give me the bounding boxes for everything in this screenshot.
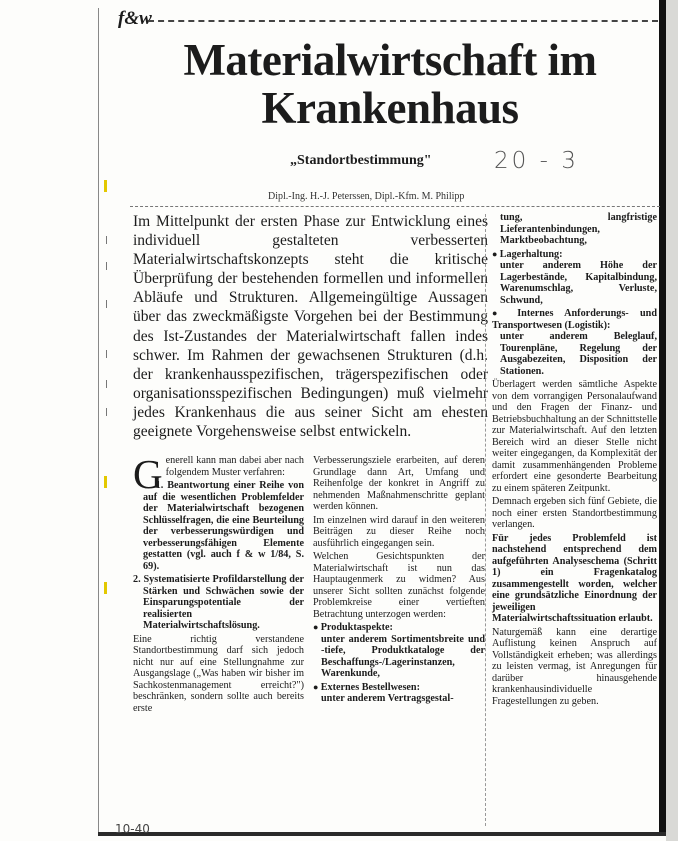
list-item: 1. Beantwortung einer Reihe von auf die wesentlichen Problemfelder der Materialwirtschaft bezogenen Schlüsselfragen, die eine Beurteilung der verbesserungswürdigen und verbesserungsfähigen Elemente gestatten (vgl. auch f & w 1/84, S. 69).: [143, 480, 304, 572]
col3-paragraph: Überlagert werden sämtliche Aspekte von dem vorrangigen Personalaufwand und den Fragen der Finanz- und Betriebsbuchhaltung an der Schnittstelle zur Materialwirtschaft. Auf den letzten Bereich wird an dieser Stelle nicht weiter eingegangen, da Komplexität der damit zusammenhängenden Probleme erfordert eine gesonderte Bearbeitung zu einem späteren Zeitpunkt.: [492, 379, 657, 494]
col2-paragraph: Im einzelnen wird darauf in den weiteren Beiträgen zu dieser Reihe noch ausführlich eingegangen sein.: [313, 514, 485, 549]
text-column-3: [492, 212, 657, 709]
col3-paragraph: Demnach ergeben sich fünf Gebiete, die noch einer ersten Standortbestimmung verlangen.: [492, 496, 657, 530]
col2-paragraph: Welchen Gesichtspunkten der Materialwirtschaft ist nun das Hauptaugenmerk zu widmen? Aus unserer Sicht sollten zunächst folgende Problemkreise einer vertieften Betrachtung unterzogen werden:: [313, 551, 485, 620]
page-edge: [98, 8, 99, 834]
drop-cap: G: [133, 451, 163, 497]
handwritten-note: 20 - 3: [494, 148, 579, 174]
list-item: 2. Systematisierte Profildarstellung der Stärken und Schwächen sowie der Einsparungspotentiale der realisierten Materialwirtschaftslösung.: [133, 574, 304, 631]
margin-mark: [106, 350, 107, 358]
author-line: Dipl.-Ing. H.-J. Peterssen, Dipl.-Kfm. M. Philipp: [268, 191, 465, 202]
col3-paragraph: Für jedes Problemfeld ist nachstehend entsprechend dem aufgeführten Analyseschema (Schritt 1) ein Fragenkatalog zusammengestellt worden, welcher eine grundsätzliche Einordnung der jeweiligen Materialwirtschaftssituation erlaubt.: [492, 532, 657, 624]
col1-paragraph: Eine richtig verstandene Standortbestimmung darf sich jedoch nicht nur auf eine Stellungnahme zur Ausgangslage („Was haben wir bisher im Sachkostenmanagement erreicht?") beschränken, sondern sollte auch bereits erste: [133, 633, 304, 714]
highlight-mark: [104, 180, 107, 192]
col3-paragraph: Naturgemäß kann eine derartige Auflistung keinen Anspruch auf Vollständigkeit erheben; was allerdings zu leisten vermag, ist Anregungen für darüber hinausgehende krankenhausindividuelle Fragestellungen zu geben.: [492, 626, 657, 707]
article-title: Materialwirtschaft im Krankenhaus: [183, 35, 597, 133]
bullet-body: tung, langfristige Lieferantenbindungen, Marktbeobachtung,: [500, 212, 657, 246]
page-bottom-edge: [98, 832, 666, 836]
margin-mark: [106, 380, 107, 388]
text-column-1: [133, 451, 304, 716]
bullet-body: unter anderem Sortimentsbreite und -tiefe, Produktkataloge der Beschaffungs-/Lagerinstanzen, Warenkunde,: [321, 633, 485, 679]
bullet-heading: ● Externes Bestellwesen:: [313, 682, 485, 694]
binder-spine: [659, 0, 666, 836]
bullet-body: unter anderem Vertragsgestal-: [321, 693, 454, 704]
text-column-2: [313, 455, 485, 707]
page-number: 10-40: [115, 822, 150, 836]
journal-logo: f&w: [118, 8, 152, 29]
bullet-body: unter anderem Höhe der Lagerbestände, Kapitalbindung, Warenumschlag, Verluste, Schwund,: [500, 260, 657, 306]
header-rule: [148, 20, 658, 22]
margin-mark: [106, 408, 107, 416]
intro-paragraph: Im Mittelpunkt der ersten Phase zur Entwicklung eines individuell gestalteten verbesserten Materialwirtschaftskonzepts steht die kritische Überprüfung der bestehenden formellen und informellen Abläufe und Strukturen. Allgemeingültige Aussagen über das zweckmäßigste Vorgehen bei der Bestimmung des Ist-Zustandes der Materialwirtschaft fallen indes schwer. Im Rahmen der gewachsenen Strukturen (d.h. der krankenhausspezifischen, trägerspezifischen oder organisationsspezifischen Bedingungen) muß vielmehr jedes Krankenhaus die aus seiner Sicht am ehesten geeignete Vorgehensweise selbst entwickeln.: [133, 213, 488, 441]
bullet-heading: ● Internes Anforderungs- und Transportwesen (Logistik):: [492, 308, 657, 331]
margin-mark: [106, 300, 107, 308]
author-rule: [130, 206, 660, 207]
bullet-heading: ● Lagerhaltung:: [492, 249, 657, 261]
margin-mark: [106, 236, 107, 244]
margin-mark: [106, 262, 107, 270]
scan-margin: [666, 0, 678, 841]
article-subtitle: „Standortbestimmung": [290, 153, 432, 168]
highlight-mark: [104, 476, 107, 488]
bullet-body: unter anderem Beleglauf, Tourenpläne, Regelung der Ausgabezeiten, Disposition der Stationen.: [500, 331, 657, 377]
column-rule: [485, 214, 486, 826]
col2-paragraph: Verbesserungsziele erarbeiten, auf deren Grundlage dann Art, Umfang und Reihenfolge der konkret in Angriff zu nehmenden Maßnahmenschritte geplant werden können.: [313, 455, 485, 512]
highlight-mark: [104, 582, 107, 594]
col1-lead: enerell kann man dabei aber nach folgendem Muster verfahren:: [165, 455, 304, 478]
bullet-heading: ● Produktaspekte:: [313, 622, 485, 634]
